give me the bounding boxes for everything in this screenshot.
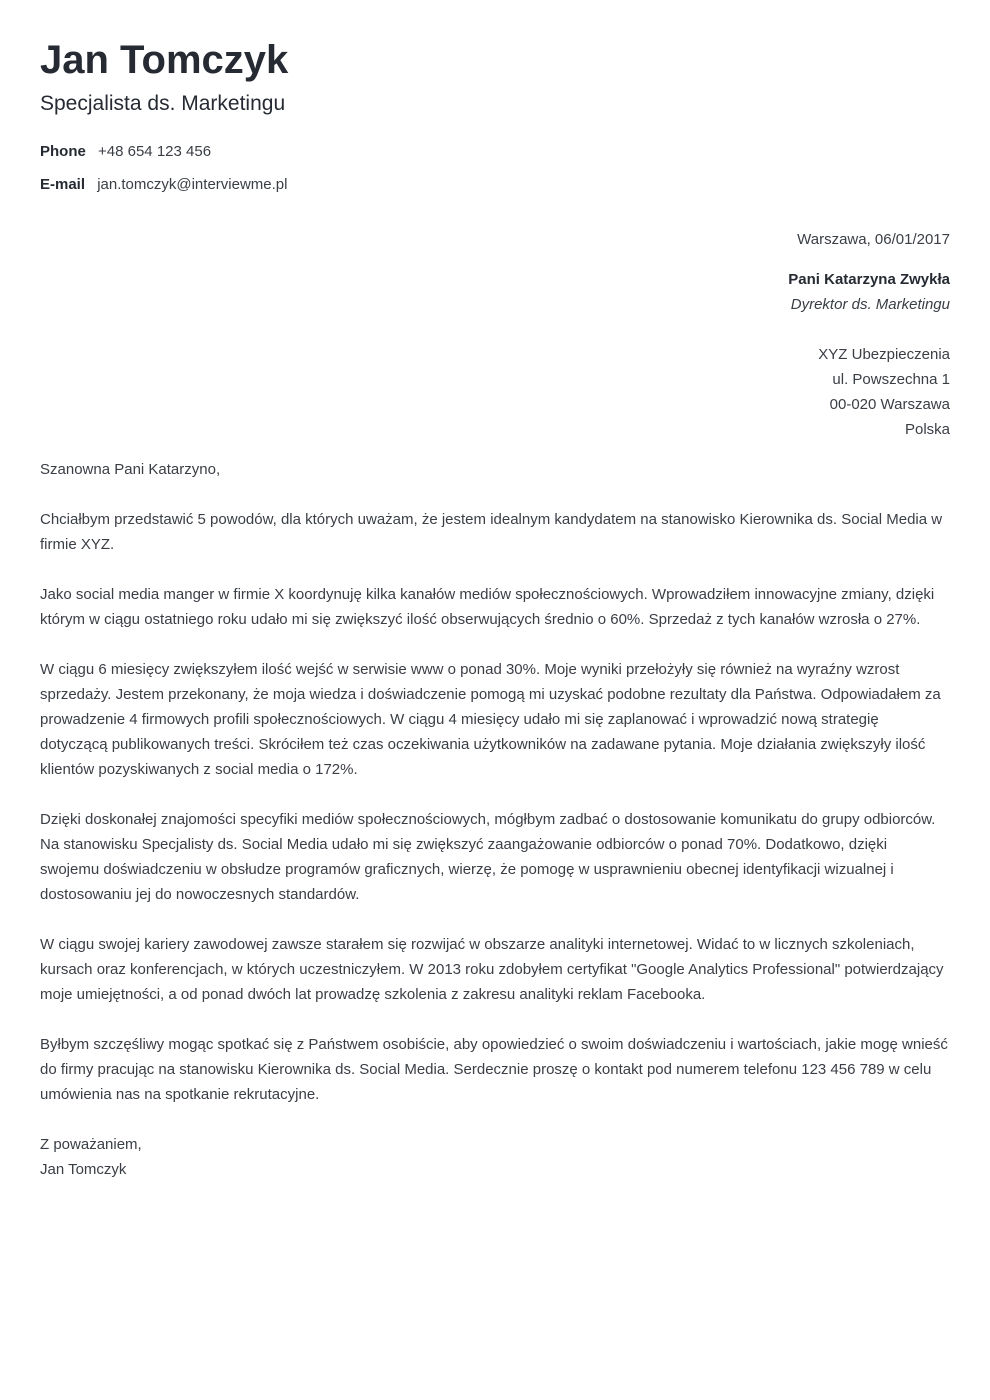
email-label: E-mail [40,176,86,193]
recipient-title: Dyrektor ds. Marketingu [790,296,950,313]
recipient-name: Pani Katarzyna Zwykła [788,271,950,288]
paragraph: Dzięki doskonałej znajomości specyfiki mediów społecznościowych, mógłbym zadbać o dostosowanie komunikatu do grupy odbiorców. Na stanowisku Specjalisty ds. Social Media udało mi się zwiększyć zaangażowanie odbiorców o ponad 70%. Dodatkowo, dzięki swojemu doświadczeniu w obsłudze programów graficznych, wierzę, że pomogę w usprawnieniu obecnej identyfikacji wizualnej i dostosowaniu jej do nowoczesnych standardów. [40,811,936,903]
paragraph: Chciałbym przedstawić 5 powodów, dla których uważam, że jestem idealnym kandydatem na stanowisko Kierownika ds. Social Media w firmie XYZ. [40,511,943,553]
address-country: Polska [904,421,950,438]
applicant-name: Jan Tomczyk [40,38,289,82]
letter-body [40,457,950,1182]
recipient-address [818,342,950,442]
closing-phrase: Z poważaniem, [40,1136,142,1153]
paragraph: W ciągu 6 miesięcy zwiększyłem ilość wejść w serwisie www o ponad 30%. Moje wyniki przełożyły się również na wyraźny wzrost sprzedaży. Jestem przekonany, że moja wiedza i doświadczenie pomogą mi uzyskać podobne rezultaty dla Państwa. Odpowiadałem za prowadzenie 4 firmowych profili społecznościowych. W ciągu 4 miesięcy udało mi się zaplanować i wprowadzić nową strategię dotyczącą publikowanych treści. Skróciłem też czas oczekiwania użytkowników na zadawane pytania. Moje działania zwiększyły ilość klientów pozyskiwanych z social media o 172%. [40,661,941,778]
email-value: jan.tomczyk@interviewme.pl [97,176,288,193]
salutation: Szanowna Pani Katarzyno, [40,461,221,478]
contact-phone [40,142,211,162]
paragraph: W ciągu swojej kariery zawodowej zawsze starałem się rozwijać w obszarze analityki internetowej. Widać to w licznych szkoleniach, kursach oraz konferencjach, w których uczestniczyłem. W 2013 roku zdobyłem certyfikat "Google Analytics Professional" potwierdzający moje umiejętności, a od ponad dwóch lat prowadzę szkolenia z zakresu analityki reklam Facebooka. [40,936,944,1003]
signature: Jan Tomczyk [40,1161,127,1178]
paragraph: Jako social media manger w firmie X koordynuję kilka kanałów mediów społecznościowych. Wprowadziłem innowacyjne zmiany, dzięki którym w ciągu ostatniego roku udało mi się zwiększyć ilość obserwujących średnio o 60%. Sprzedaż z tych kanałów wzrosła o 27%. [40,586,935,628]
closing-block [40,1132,950,1182]
address-city: 00-020 Warszawa [829,396,950,413]
recipient-block [788,267,950,317]
phone-label: Phone [40,143,86,160]
contact-email [40,175,287,195]
letter-date [797,227,950,252]
phone-value: +48 654 123 456 [98,143,212,160]
address-street: ul. Powszechna 1 [832,371,950,388]
paragraph: Byłbym szczęśliwy mogąc spotkać się z Państwem osobiście, aby opowiedzieć o swoim doświadczeniu i wartościach, jakie mogę wnieść do firmy pracując na stanowisku Kierownika ds. Social Media. Serdecznie proszę o kontakt pod numerem telefonu 123 456 789 w celu umówienia nas na spotkanie rekrutacyjne. [40,1036,948,1103]
date-text: Warszawa, 06/01/2017 [797,231,950,248]
applicant-title: Specjalista ds. Marketingu [40,92,286,115]
address-company: XYZ Ubezpieczenia [818,346,950,363]
